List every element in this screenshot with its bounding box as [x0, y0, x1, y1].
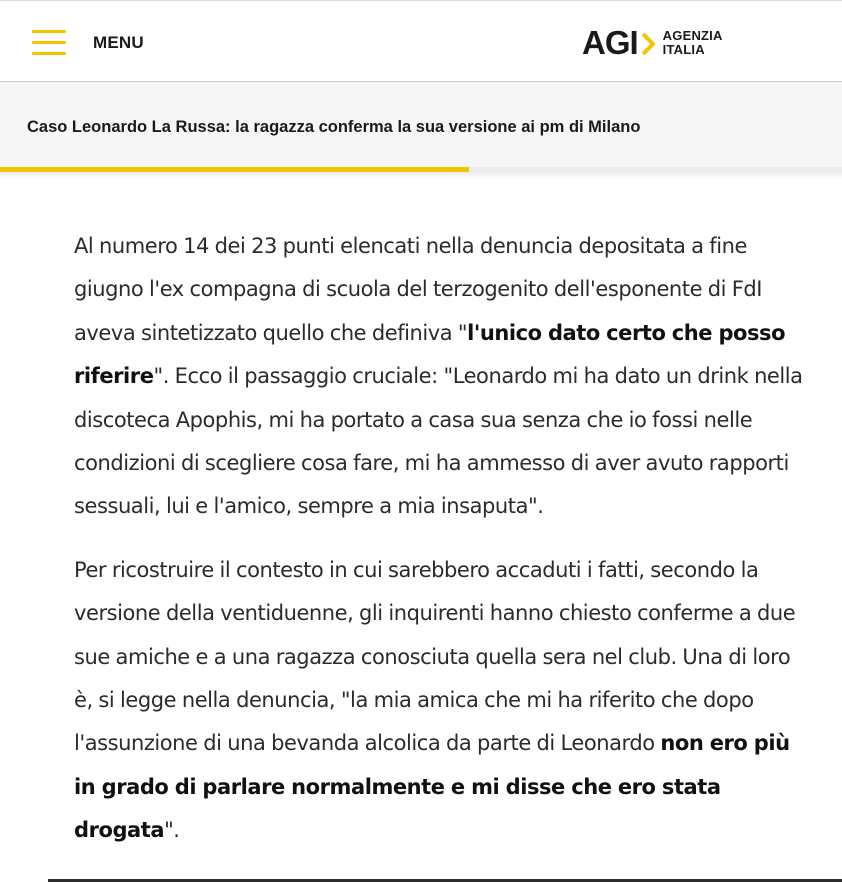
- bold-quote: l'unico dato certo che posso riferire: [74, 320, 786, 389]
- header-shadow: [0, 172, 842, 178]
- article-title-bar: [0, 82, 842, 171]
- menu-button[interactable]: [32, 28, 144, 58]
- hamburger-icon: [32, 30, 66, 56]
- logo-subtitle-line2: ITALIA: [662, 42, 705, 57]
- chevron-right-icon: [641, 32, 655, 56]
- article-paragraph: [74, 549, 814, 853]
- article-title: Caso Leonardo La Russa: la ragazza conferma la sua versione ai pm di Milano: [27, 118, 641, 136]
- logo-subtitle: [663, 29, 723, 57]
- paragraph-text: Al numero 14 dei 23 punti elencati nella denuncia depositata a fine giugno l'ex compagna di scuola del terzogenito dell'esponente di FdI aveva sintetizzato quello che definiva ": [74, 234, 763, 345]
- site-header: [0, 1, 842, 82]
- article-body: [74, 225, 814, 873]
- agi-logo[interactable]: [582, 25, 723, 61]
- paragraph-text: ". Ecco il passaggio cruciale: "Leonardo mi ha dato un drink nella discoteca Apophis, mi ha portato a casa sua senza che io fossi nelle condizioni di scegliere cosa fare, mi ha ammesso di aver avuto rapporti sessuali, lui e l'amico, sempre a mia insaputa".: [74, 364, 803, 519]
- article-paragraph: [74, 225, 814, 529]
- logo-subtitle-line1: AGENZIA: [662, 28, 723, 43]
- bold-quote: non ero più in grado di parlare normalmente e mi disse che ero stata drogata: [74, 731, 790, 843]
- paragraph-text: ".: [164, 818, 180, 843]
- paragraph-text: Per ricostruire il contesto in cui sarebbero accaduti i fatti, secondo la versione della ventiduenne, gli inquirenti hanno chiesto conferme a due sue amiche e a una ragazza conosciuta quella sera nel club. Una di loro è, si legge nella denuncia, "la mia amica che mi ha riferito che dopo l'assunzione di una bevanda alcolica da parte di Leonardo: [74, 557, 796, 756]
- logo-wordmark: AGI: [582, 24, 638, 61]
- menu-label: MENU: [93, 33, 144, 52]
